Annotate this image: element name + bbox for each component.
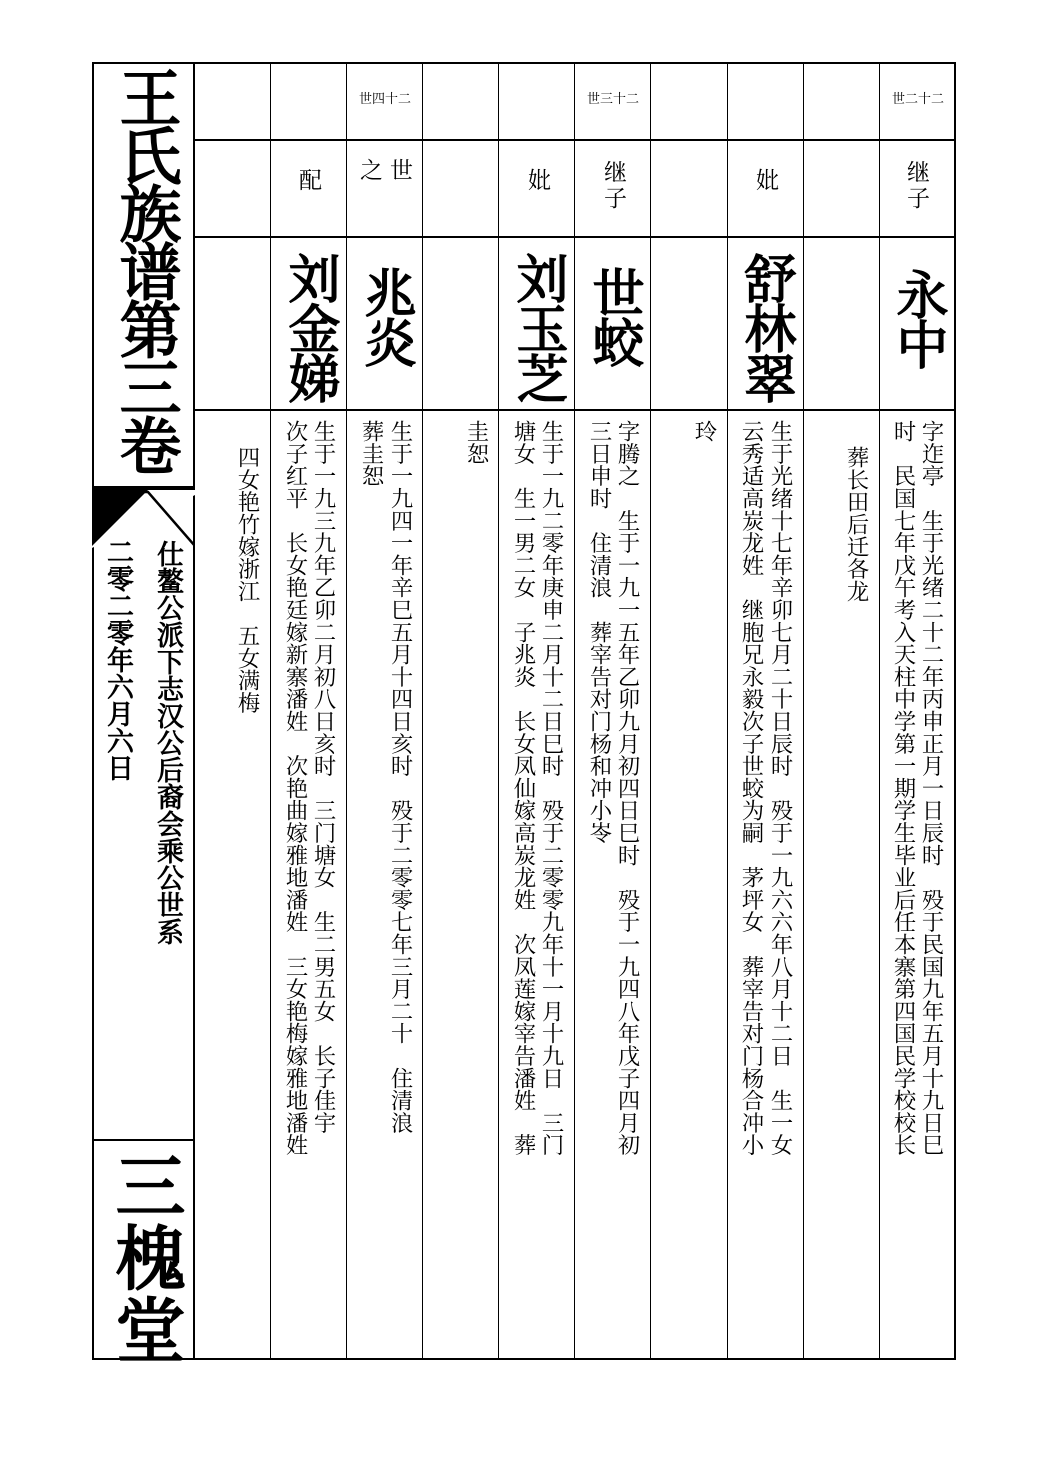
person-name-shulincui: 舒林翠 bbox=[735, 252, 796, 402]
col-line bbox=[879, 62, 880, 1360]
bio-zhaoyan-line1: 生于一九四一年辛巳五月十四日亥时 殁于二零零七年三月二十 住清浪 bbox=[387, 420, 413, 1134]
bio-yongzhong-line1: 字迮亭 生于光绪二十二年丙申正月一日辰时 殁于民国九年五月十九日巳 bbox=[918, 420, 944, 1156]
bio-shulincui-line2: 云秀适高炭龙姓 继胞兄永毅次子世蛟为嗣 茅坪女 葬宰告对门杨合冲小 bbox=[738, 420, 764, 1156]
person-name-liuyuzhi: 刘玉芝 bbox=[507, 252, 568, 402]
role-adopted-son: 继 bbox=[903, 160, 929, 187]
bio-shijiao-line1: 字腾之 生于一九一五年乙卯九月初四日巳时 殁于一九四八年戊子四月初 bbox=[614, 420, 640, 1156]
col-line bbox=[346, 62, 347, 1360]
bio-zhaoyan-line2: 葬圭恕 bbox=[358, 420, 384, 487]
col-line bbox=[270, 62, 271, 1360]
lineage-subtitle: 仕鳌公派下志汉公后裔会乘公世系 bbox=[152, 540, 183, 945]
person-name-zhaoyan: 兆炎 bbox=[355, 266, 416, 366]
bio-liuyuzhi-burial: 圭恕 bbox=[463, 420, 489, 465]
bio-yongzhong-burial: 葬长田后迁各龙 bbox=[843, 446, 869, 603]
col-line bbox=[727, 62, 728, 1360]
spine-divider bbox=[92, 1139, 195, 1141]
col-line bbox=[803, 62, 804, 1360]
bio-liuyuzhi-line1: 生于一九二零年庚申二月十二日巳时 殁于二零零九年十一月十九日 三门 bbox=[538, 420, 564, 1156]
generation-label-22: 世二十二 bbox=[891, 92, 944, 107]
role-wife: 妣 bbox=[524, 168, 550, 195]
row-divider-3 bbox=[195, 409, 956, 411]
bio-liujindi-line2: 次子红平 长女艳廷嫁新寨潘姓 次艳曲嫁雅地潘姓 三女艳梅嫁雅地潘姓 bbox=[282, 420, 308, 1156]
book-title: 王氏族谱第三卷 bbox=[109, 66, 182, 472]
role-son-of-shijiao: 之 bbox=[356, 158, 382, 185]
person-name-liujindi: 刘金娣 bbox=[279, 252, 340, 402]
role-spouse: 配 bbox=[295, 168, 321, 195]
role-adopted-son: 子 bbox=[600, 186, 626, 213]
role-adopted-son: 继 bbox=[600, 160, 626, 187]
col-line bbox=[650, 62, 651, 1360]
person-name-yongzhong: 永中 bbox=[887, 268, 948, 368]
bio-liujindi-line1: 生于一九三九年乙卯二月初八日亥时 三门塘女 生二男五女 长子佳宇 bbox=[310, 420, 336, 1134]
compile-date: 二零二零年六月六日 bbox=[102, 538, 133, 781]
col-line bbox=[574, 62, 575, 1360]
role-adopted-son: 子 bbox=[903, 186, 929, 213]
col-line bbox=[498, 62, 499, 1360]
generation-label-24: 世四十二 bbox=[358, 92, 411, 107]
bio-shijiao-line2: 三日申时 住清浪 葬宰告对门杨和冲小岺 bbox=[586, 420, 612, 844]
bio-liujindi-line3: 四女艳竹嫁浙江 五女满梅 bbox=[234, 446, 260, 714]
row-divider-2 bbox=[195, 236, 956, 238]
role-wife: 妣 bbox=[752, 168, 778, 195]
bio-shulincui-line1: 生于光绪十七年辛卯七月二十日辰时 殁于一九六六年八月十二日 生一女 bbox=[767, 420, 793, 1156]
bio-liuyuzhi-line2: 塘女 生一男二女 子兆炎 长女凤仙嫁高炭龙姓 次凤莲嫁宰告潘姓 葬 bbox=[510, 420, 536, 1156]
person-name-shijiao: 世蛟 bbox=[583, 266, 644, 366]
generation-label-23: 世三十二 bbox=[586, 92, 639, 107]
bio-shulincui-burial: 玲 bbox=[691, 420, 717, 443]
row-divider-1 bbox=[195, 139, 956, 141]
bio-yongzhong-line2: 时 民国七年戊午考入天柱中学第一期学生毕业后任本寨第四国民学校校长 bbox=[890, 420, 916, 1156]
role-son-of-shijiao: 世 bbox=[386, 158, 412, 185]
col-line bbox=[422, 62, 423, 1360]
hall-name: 三槐堂 bbox=[104, 1150, 187, 1366]
